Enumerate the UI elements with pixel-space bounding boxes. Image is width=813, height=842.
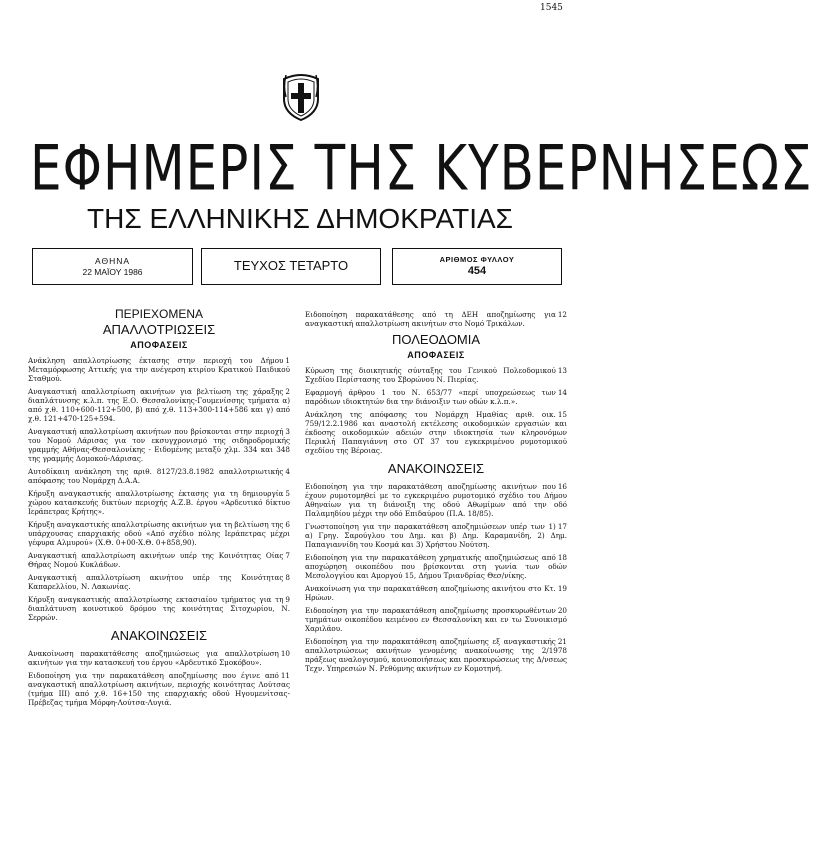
toc-entry[interactable] [28, 467, 290, 485]
toc-page: 13 [557, 366, 567, 375]
toc-page: 15 [557, 410, 567, 419]
toc-page: 7 [285, 551, 290, 560]
toc-page: 19 [557, 584, 567, 593]
toc-page: 3 [285, 427, 290, 436]
toc-page: 11 [280, 671, 290, 680]
gazette-title: ΕΦΗΜΕΡΙΣ ΤΗΣ ΚΥΒΕΡΝΗΣΕΩΣ [30, 132, 813, 205]
right-column [305, 310, 567, 677]
toc-text: Γνωστοποίηση για την παρακατάθεση αποζημιώσεων υπέρ των 1) α) Γρηγ. Σαρούγλου του Δημ. και β) Δημ. Καραμανίδη, 2) Δημ. Παπαγιαννίδη του Κοσμά και 3) Χρήστου Νούτση. [305, 522, 567, 549]
toc-page: 14 [557, 388, 567, 397]
toc-page: 8 [285, 573, 290, 582]
toc-entry[interactable] [28, 387, 290, 423]
toc-entry[interactable] [305, 637, 567, 673]
toc-list [28, 649, 290, 707]
toc-entry[interactable] [28, 595, 290, 622]
toc-text: Ειδοποίηση παρακατάθεσης από τη ΔΕΗ αποζημίωσης για αναγκαστική απαλλοτρίωση ακινήτων στο Νομό Τρικάλων. [305, 310, 556, 328]
toc-page: 18 [557, 553, 567, 562]
issue-date: 22 ΜΑΪΟΥ 1986 [82, 267, 143, 277]
toc-text: Ειδοποίηση για την παρακατάθεση χρηματικής αποζημιώσεως από αποχώρηση οικοπέδου που βρίσκονται στη γωνία των οδών Μεσολογγίου και Αμοργού 15, Δήμου Τριανδρίας Θεσ/νίκης. [305, 553, 567, 580]
toc-entry[interactable] [28, 671, 290, 707]
toc-text: Αναγκαστική απαλλοτρίωση ακινήτων για βελτίωση της χάραξης διαπλάτυνσης κ.λ.π. της Ε.Ο. Θεσσαλονίκης-Γουμενίσσης τμήματα α) από χ.θ. 110+600-112+500, β) από χ.θ. 113+300-114+586 και γ) από χ.θ. 121+470-125+594. [28, 387, 290, 423]
toc-entry[interactable] [305, 606, 567, 633]
toc-list [28, 356, 290, 622]
toc-text: Ανακοίνωση για την παρακατάθεση αποζημίωσης ακινήτου στο Κτ. Ηρώων. [305, 584, 556, 602]
toc-page: 2 [285, 387, 290, 396]
toc-entry[interactable] [305, 584, 567, 602]
toc-entry[interactable] [305, 310, 567, 328]
toc-page: 4 [285, 467, 290, 476]
toc-entry[interactable] [28, 520, 290, 547]
sheet-number: 454 [467, 265, 487, 277]
toc-list [305, 366, 567, 455]
toc-text: Αναγκαστική απαλλοτρίωση ακινήτων που βρίσκονται στην περιοχή του Νομού Λάρισας για τον εκσυγχρονισμό της σιδηροδρομικής γραμμής Αθήνας-Θεσσαλονίκης - Ειδομένης μεταξύ χλμ. 334 και 348 της γραμμής Δομοκού-Λάρισας. [28, 427, 290, 463]
toc-text: Αναγκαστική απαλλοτρίωση ακινήτων υπέρ της Κοινότητας Οίας Θήρας Νομού Κυκλάδων. [28, 551, 284, 569]
toc-page: 12 [557, 310, 567, 319]
toc-text: Κήρυξη αναγκαστικής απαλλοτρίωσης ακινήτων για τη βελτίωση της υπάρχουσας επαρχιακής οδού «Από σχέδιο πόλης Ιεράπετρας μέχρι γέφυρα Αλμυρού» (Χ.Θ. 0+00-Χ.Θ. 0+858,90). [28, 520, 290, 547]
gazette-subtitle: ΤΗΣ ΕΛΛΗΝΙΚΗΣ ΔΗΜΟΚΡΑΤΙΑΣ [87, 203, 513, 234]
toc-entry[interactable] [28, 427, 290, 463]
page-number: 1545 [540, 3, 563, 13]
section-heading: ΑΠΑΛΛΟΤΡΙΩΣΕΙΣ [102, 322, 216, 337]
toc-page: 9 [285, 595, 290, 604]
toc-page: 16 [557, 482, 567, 491]
toc-entry[interactable] [28, 573, 290, 591]
toc-text: Κήρυξη αναγκαστικής απαλλοτρίωσης εκτασιαίου τμήματος για τη διαπλάτυνση κοινοτικού δρόμου της κοινότητας Σιτοχωρίου, Ν. Σερρών. [28, 595, 290, 622]
toc-page: 6 [285, 520, 290, 529]
toc-entry[interactable] [305, 366, 567, 384]
toc-page: 1 [285, 356, 290, 365]
section-heading: ΑΝΑΚΟΙΝΩΣΕΙΣ [110, 628, 208, 643]
left-column [28, 306, 290, 711]
toc-page: 5 [285, 489, 290, 498]
toc-entry[interactable] [305, 482, 567, 518]
toc-text: Ανάκληση απαλλοτρίωσης έκτασης στην περιοχή του Δήμου Μεταμόρφωσης Αττικής για την ανέγερση κτιρίου Κρατικού Παιδικού Σταθμού. [28, 356, 290, 383]
toc-text: Εφαρμογή άρθρου 1 του Ν. 653/77 «περί υποχρεώσεως των παρόδιων ιδιοκτητών δια την διάνοιξιν των οδών κ.λ.π.». [305, 388, 556, 406]
toc-page: 17 [557, 522, 567, 531]
issue-type: ΤΕΥΧΟΣ ΤΕΤΑΡΤΟ [233, 258, 349, 273]
toc-list [305, 482, 567, 673]
section-heading: ΑΝΑΚΟΙΝΩΣΕΙΣ [387, 461, 485, 476]
toc-entry[interactable] [305, 522, 567, 549]
section-heading: ΠΟΛΕΟΔΟΜΙΑ [391, 332, 481, 347]
toc-text: Κήρυξη αναγκαστικής απαλλοτρίωσης έκτασης για τη δημιουργία χώρου κατασκευής δικτύων περιοχής Α.Ζ.Β. έργου «Αρδευτικό δίκτυο Ιεράπετρας Κρήτης». [28, 489, 290, 516]
toc-text: Αναγκαστική απαλλοτρίωση ακινήτου υπέρ της Κοινότητας Καπαρελλίου, Ν. Λακωνίας. [28, 573, 284, 591]
toc-text: Ανάκληση της απόφασης του Νομάρχη Ημαθίας αριθ. οικ. 759/12.2.1986 και αναστολή εκτέλεσης οικοδομικών εργασιών και έκδοσης οικοδομικών αδειών στην ιδιοκτησία των κληρονόμων Περικλή Παπαγιάννη στο ΟΤ 37 του εγκεκριμένου ρυμοτομικού σχεδίου της Βέροιας. [305, 410, 567, 455]
sheet-number-box [392, 248, 562, 285]
subsection-heading: ΑΠΟΦΑΣΕΙΣ [407, 350, 465, 360]
subsection-heading: ΑΠΟΦΑΣΕΙΣ [130, 340, 188, 350]
contents-heading: ΠΕΡΙΕΧΟΜΕΝΑ [114, 307, 204, 321]
coat-of-arms-icon [280, 73, 322, 121]
toc-text: Αυτοδίκαιη ανάκληση της αριθ. 8127/23.8.1982 απαλλοτριωτικής απόφασης του Νομάρχη Δ.Α.Α. [28, 467, 284, 485]
toc-text: Κύρωση της διοικητικής σύνταξης του Γενικού Πολεοδομικού Σχεδίου Περίστασης του Σβορώνου Ν. Πιερίας. [305, 366, 556, 384]
toc-page: 20 [557, 606, 567, 615]
toc-text: Ειδοποίηση για την παρακατάθεση αποζημίωσης προσκυρωθέντων τμημάτων οικοπέδου κειμένου εν Θεσσαλονίκη και εν τω Συνοικισμό Χαριλάου. [305, 606, 567, 633]
city: ΑΘΗΝΑ [94, 256, 131, 266]
toc-text: Ειδοποίηση για την παρακατάθεση αποζημίωσης εξ αναγκαστικής απαλλοτριώσεως ακινήτων γενομένης ανακοίνωσης της 2/1978 πράξεως αναλογισμού, κοινοποιήσεως και προσκυρώσεως της Δ/νσεως Τεχν. Υπηρεσιών Ν. Ρεθύμνης ακινήτων εν Κομοτηνή. [305, 637, 567, 673]
sheet-label: ΑΡΙΘΜΟΣ ΦΥΛΛΟΥ [439, 255, 515, 264]
toc-entry[interactable] [28, 356, 290, 383]
toc-entry[interactable] [28, 489, 290, 516]
toc-entry[interactable] [305, 410, 567, 455]
toc-entry[interactable] [28, 551, 290, 569]
toc-page: 21 [557, 637, 567, 646]
toc-text: Ειδοποίηση για την παρακατάθεση αποζημίωσης ακινήτων που έχουν ρυμοτομηθεί με το εγκεκριμένο ρυμοτομικό σχέδιο του Δήμου Αθηναίων για τη διάνοιξη της οδού Αθωμίμων από την οδό Παλαμηδίου μέχρι την οδό Επιδαύρου (Π.Α. 18/85). [305, 482, 567, 518]
toc-text: Ειδοποίηση για την παρακατάθεση αποζημίωσης που έγινε από αναγκαστική απαλλοτρίωση ακινήτων, περιοχής κοινότητας Λούτσας (τμήμα ΙΙΙ) από χ.θ. 16+150 της επαρχιακής οδού Ηγουμενίτσας-Πρέβεζας τμήμα Μόρφη-Λούτσα-Λυγιά. [28, 671, 290, 707]
toc-entry[interactable] [305, 553, 567, 580]
toc-entry[interactable] [305, 388, 567, 406]
toc-text: Ανακοίνωση παρακατάθεσης αποζημιώσεως για απαλλοτρίωση ακινήτων για την κατασκευή του έργου «Αρδευτικό Σμοκόβου». [28, 649, 279, 667]
place-date-box [32, 248, 193, 285]
toc-page: 10 [280, 649, 290, 658]
toc-entry[interactable] [28, 649, 290, 667]
issue-type-box [201, 248, 381, 285]
